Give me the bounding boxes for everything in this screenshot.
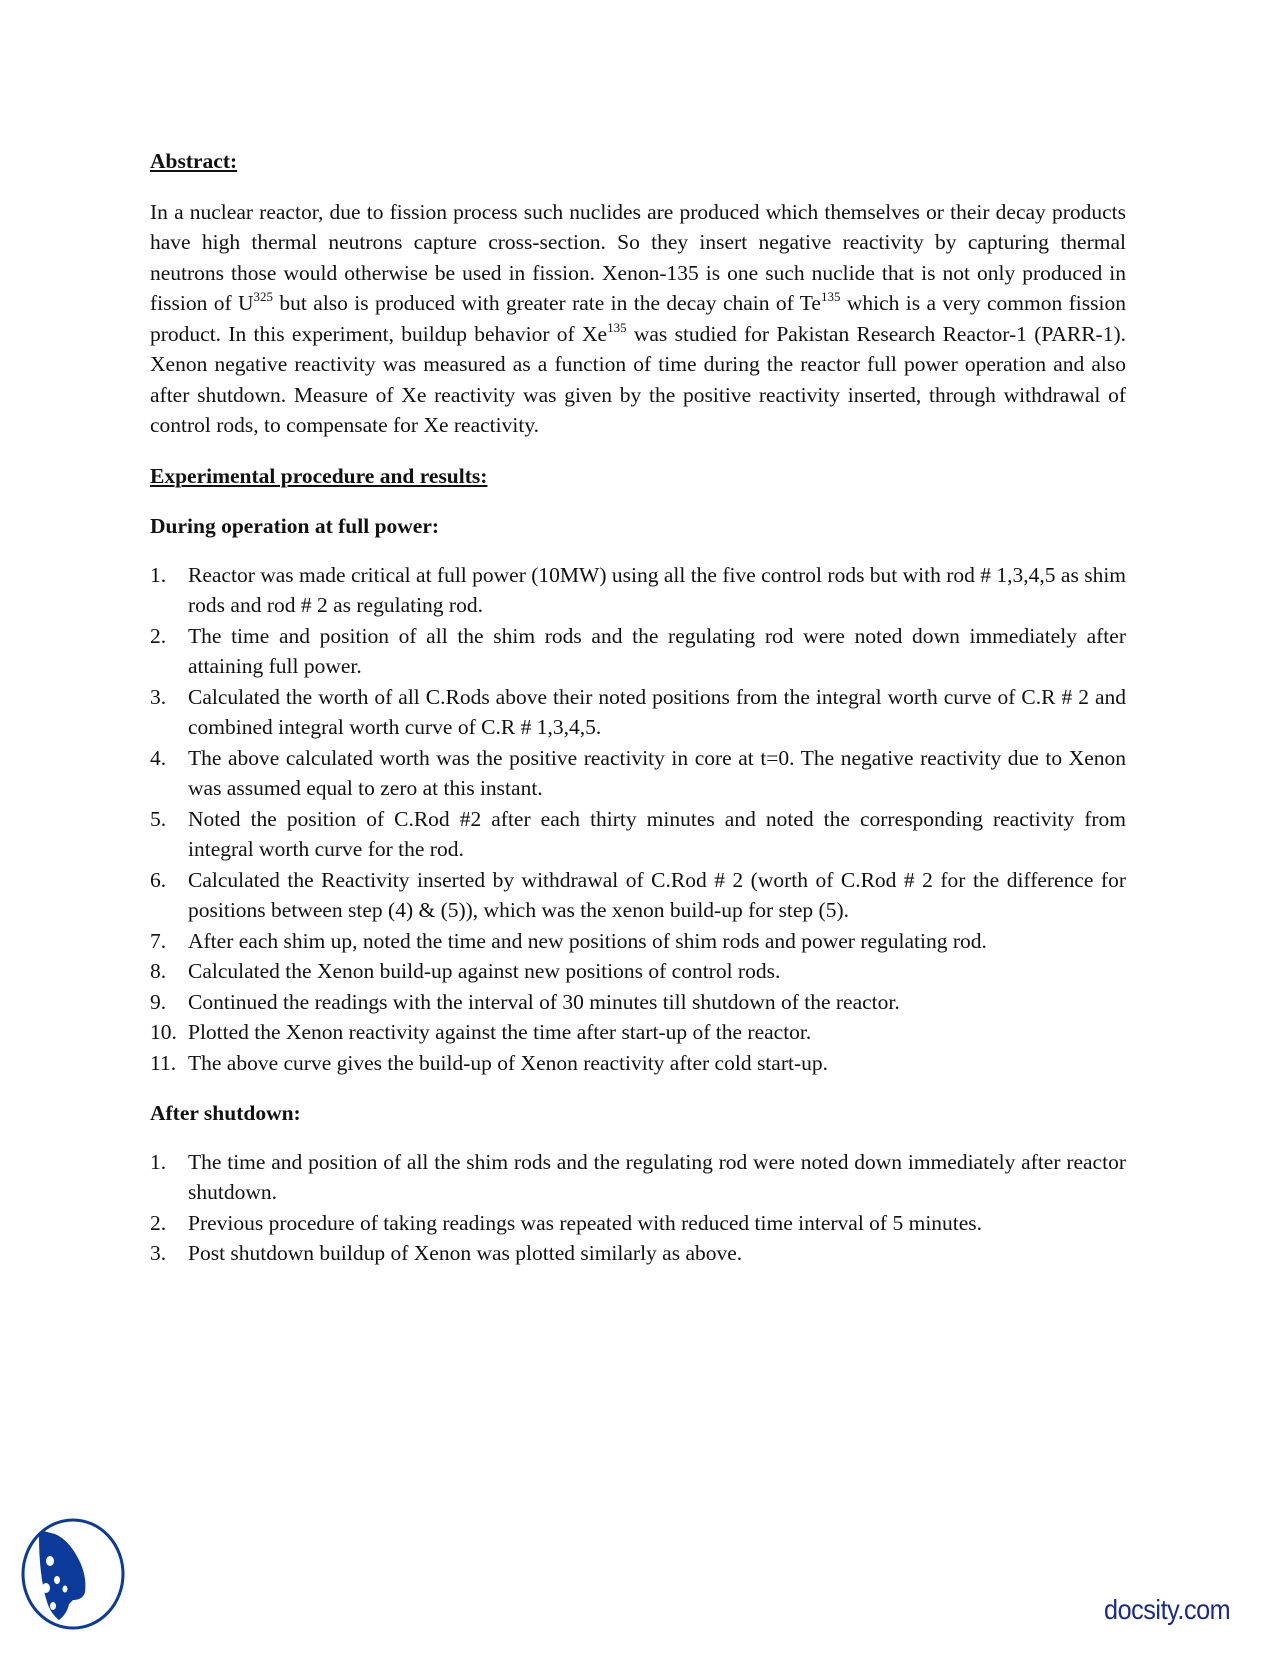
list-number: 6. [150,867,167,892]
list-item [150,560,1126,621]
list-text: After each shim up, noted the time and new positions of shim rods and power regulating rod. [188,928,987,953]
list-item [150,1147,1126,1208]
list-item [150,1238,1126,1269]
list-text: Plotted the Xenon reactivity against the time after start-up of the reactor. [188,1020,812,1044]
list-item [150,621,1126,682]
abstract-text: was studied for Pakistan Research Reactor-1 (PARR-1). Xenon negative reactivity was measured as a function of time during the reactor full power operation and also after shutdown. Measure of Xe reactivity was given by the positive reactivity inserted, through withdrawal of control rods, to compensate for Xe reactivity. [150,321,1126,437]
list-number: 3. [150,684,167,709]
list-text: Previous procedure of taking readings was repeated with reduced time interval of 5 minutes. [188,1210,983,1235]
procedure-heading: Experimental procedure and results: [150,463,488,488]
list-number: 10. [150,1020,177,1044]
list-number: 4. [150,745,167,770]
abstract-text: which is a very common fission product. In this experiment, buildup behavior of Xe [150,291,1126,346]
shutdown-steps-list [150,1147,1126,1269]
list-item [150,865,1126,926]
list-item [150,804,1126,865]
list-text: The above curve gives the build-up of Xenon reactivity after cold start-up. [188,1050,828,1075]
list-item [150,743,1126,804]
abstract-text: but also is produced with greater rate in the decay chain of Te [273,291,821,315]
list-number: 9. [150,989,167,1014]
docsity-brand-link[interactable]: docsity.com [1104,1594,1231,1625]
list-item [150,987,1126,1018]
shutdown-heading: After shutdown: [150,1101,301,1125]
abstract-paragraph [150,197,1126,441]
list-number: 5. [150,806,167,831]
list-item [150,1208,1126,1239]
full-power-steps-list [150,560,1126,1079]
document-body [150,146,1126,1289]
list-text: The above calculated worth was the positive reactivity in core at t=0. The negative reactivity due to Xenon was assumed equal to zero at this instant. [188,745,1126,800]
superscript: 135 [820,289,841,304]
full-power-heading: During operation at full power: [150,514,440,538]
list-text: Noted the position of C.Rod #2 after each thirty minutes and noted the corresponding reactivity from integral worth curve for the rod. [188,806,1126,861]
list-number: 3. [150,1241,167,1265]
list-item [150,926,1126,957]
abstract-text: In a nuclear reactor, due to fission process such nuclides are produced which themselves or their decay products have high thermal neutrons capture cross-section. So they insert negative reactivity by capturing thermal neutrons those would otherwise be used in fission. Xenon-135 is one such nuclide that is not only produced in fission of U [150,199,1126,315]
list-text: Post shutdown buildup of Xenon was plotted similarly as above. [188,1241,743,1265]
list-text: The time and position of all the shim rods and the regulating rod were noted down immediately after attaining full power. [188,623,1126,678]
list-item [150,956,1126,987]
superscript: 135 [607,319,627,335]
list-number: 11. [150,1050,177,1075]
list-number: 8. [150,959,167,983]
list-text: Calculated the worth of all C.Rods above their noted positions from the integral worth curve of C.R # 2 and combined integral worth curve of C.R # 1,3,4,5. [188,684,1126,739]
list-number: 1. [150,1149,167,1174]
list-item [150,1048,1126,1079]
list-number: 7. [150,928,167,953]
list-number: 1. [150,562,167,587]
list-text: Continued the readings with the interval of 30 minutes till shutdown of the reactor. [188,989,900,1014]
list-text: Calculated the Xenon build-up against new positions of control rods. [188,959,781,983]
abstract-heading: Abstract: [150,149,238,173]
list-item [150,1017,1126,1048]
list-number: 2. [150,1210,167,1235]
list-number: 2. [150,623,167,648]
list-text: Calculated the Reactivity inserted by withdrawal of C.Rod # 2 (worth of C.Rod # 2 for the difference for positions between step (4) & (5)), which was the xenon build-up for step (5). [188,867,1126,922]
docsity-logo-icon [21,1516,131,1632]
list-text: Reactor was made critical at full power (10MW) using all the five control rods but with rod # 1,3,4,5 as shim rods and rod # 2 as regulating rod. [188,562,1127,617]
list-text: The time and position of all the shim rods and the regulating rod were noted down immediately after reactor shutdown. [188,1149,1126,1204]
superscript: 325 [253,289,274,304]
list-item [150,682,1126,743]
